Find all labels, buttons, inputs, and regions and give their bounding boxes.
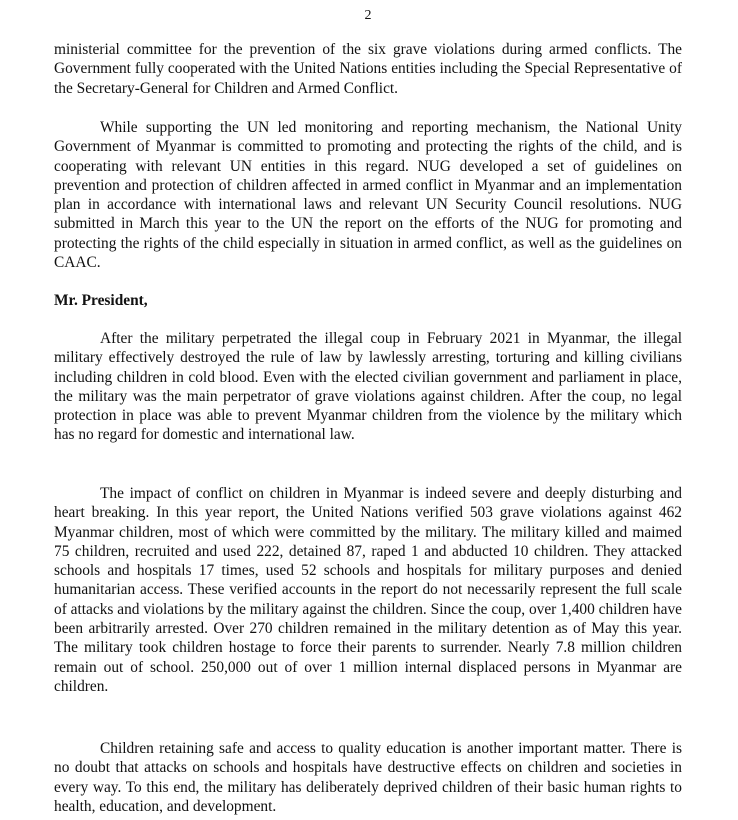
salutation: Mr. President,	[54, 292, 148, 309]
paragraph-coup: After the military perpetrated the illegal coup in February 2021 in Myanmar, the illegal military effectively destroyed the rule of law by lawlessly arresting, torturing and killing civilians including children in cold blood. Even with the elected civilian government and parliament in place, the military was the main perpetrator of grave violations against children. After the coup, no legal protection in place was able to prevent Myanmar children from the violence by the military which has no regard for domestic and international law.	[54, 330, 682, 444]
paragraph-impact: The impact of conflict on children in Myanmar is indeed severe and deeply disturbing and heart breaking. In this year report, the United Nations verified 503 grave violations against 462 Myanmar children, most of which were committed by the military. The military killed and maimed 75 children, recruited and used 222, detained 87, raped 1 and abducted 10 children. They attacked schools and hospitals 17 times, used 52 schools and hospitals for military purposes and denied humanitarian access. These verified accounts in the report do not necessarily represent the full scale of attacks and violations by the military against the children. Since the coup, over 1,400 children have been arbitrarily arrested. Over 270 children remained in the military detention as of May this year. The military took children hostage to force their parents to surrender. Nearly 7.8 million children remain out of school. 250,000 out of over 1 million internal displaced persons in Myanmar are children.	[54, 485, 682, 695]
paragraph-nug-commitment: While supporting the UN led monitoring and reporting mechanism, the National Unity Government of Myanmar is committed to promoting and protecting the rights of the child, and is cooperating with relevant UN entities in this regard. NUG developed a set of guidelines on prevention and protection of children affected in armed conflict in Myanmar and an implementation plan in accordance with international laws and relevant UN Security Council resolutions. NUG submitted in March this year to the UN the report on the efforts of the NUG for promoting and protecting the rights of the child especially in situation in armed conflict, as well as the guidelines on CAAC.	[54, 119, 682, 272]
page-number: 2	[364, 8, 372, 23]
paragraph-education: Children retaining safe and access to quality education is another important matter. There is no doubt that attacks on schools and hospitals have destructive effects on children and societies in every way. To this end, the military has deliberately deprived children of their basic human rights to health, education, and development.	[54, 740, 682, 815]
paragraph-committee: ministerial committee for the prevention of the six grave violations during armed conflicts. The Government fully cooperated with the United Nations entities including the Special Representative of the Secretary-General for Children and Armed Conflict.	[54, 41, 682, 97]
